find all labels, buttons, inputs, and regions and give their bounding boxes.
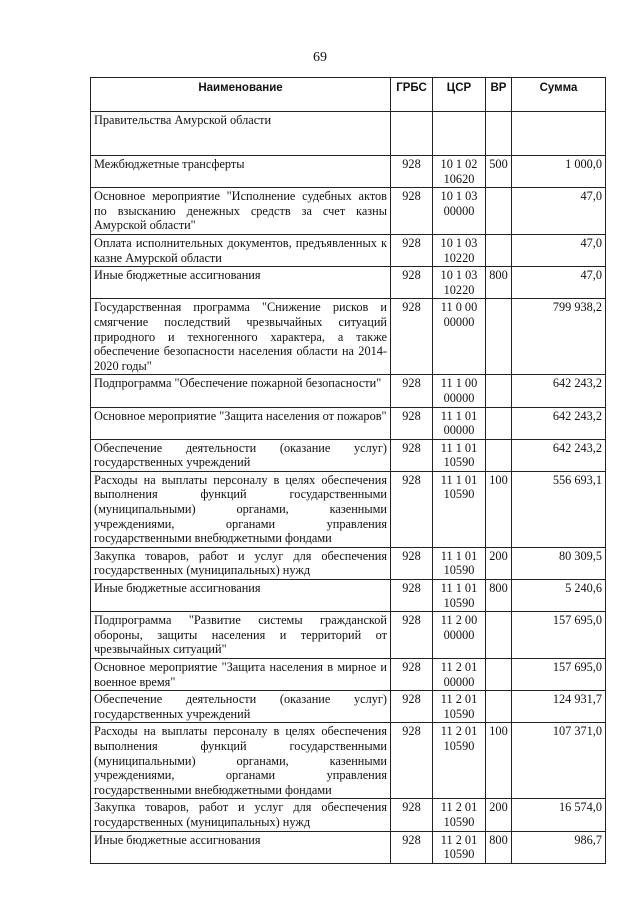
table-row bbox=[91, 471, 606, 547]
table-row bbox=[91, 439, 606, 471]
table-row bbox=[91, 659, 606, 691]
row-vr-cell bbox=[486, 375, 512, 407]
row-sum-cell: 642 243,2 bbox=[512, 375, 606, 407]
row-sum-cell: 799 938,2 bbox=[512, 299, 606, 375]
row-name-cell: Иные бюджетные ассигнования bbox=[91, 580, 391, 612]
row-csr-cell bbox=[433, 471, 486, 547]
row-csr-cell bbox=[433, 188, 486, 235]
csr-code-part2: 10590 bbox=[443, 738, 475, 753]
row-grbs-cell: 928 bbox=[391, 547, 433, 579]
table-row bbox=[91, 112, 606, 156]
row-name-cell: Оплата исполнительных документов, предъявленных к казне Амурской области bbox=[91, 234, 391, 266]
row-name-cell: Обеспечение деятельности (оказание услуг) государственных учреждений bbox=[91, 691, 391, 723]
row-name-cell: Правительства Амурской области bbox=[91, 112, 391, 156]
csr-code-part1: 11 2 01 bbox=[440, 724, 478, 739]
row-name-cell: Основное мероприятие "Защита населения от пожаров" bbox=[91, 407, 391, 439]
row-name-cell: Иные бюджетные ассигнования bbox=[91, 831, 391, 863]
row-name-cell: Закупка товаров, работ и услуг для обеспечения государственных (муниципальных) нужд bbox=[91, 547, 391, 579]
row-sum-cell: 986,7 bbox=[512, 831, 606, 863]
csr-code-part1: 10 1 03 bbox=[440, 189, 478, 204]
row-grbs-cell: 928 bbox=[391, 612, 433, 659]
row-csr-cell bbox=[433, 112, 486, 156]
row-sum-cell: 642 243,2 bbox=[512, 407, 606, 439]
row-grbs-cell: 928 bbox=[391, 407, 433, 439]
table-row bbox=[91, 799, 606, 831]
row-grbs-cell: 928 bbox=[391, 691, 433, 723]
row-vr-cell: 800 bbox=[486, 831, 512, 863]
csr-code-part2: 10590 bbox=[443, 847, 475, 862]
csr-code-part2: 10590 bbox=[443, 563, 475, 578]
table-header-row bbox=[91, 78, 606, 112]
table-row bbox=[91, 299, 606, 375]
row-grbs-cell bbox=[391, 112, 433, 156]
csr-code-part2: 00000 bbox=[443, 423, 475, 438]
row-vr-cell bbox=[486, 659, 512, 691]
csr-code-part1: 11 1 00 bbox=[440, 376, 478, 391]
row-vr-cell: 500 bbox=[486, 156, 512, 188]
table-row bbox=[91, 547, 606, 579]
csr-code-part1: 11 2 01 bbox=[440, 800, 478, 815]
row-vr-cell: 100 bbox=[486, 723, 512, 799]
row-grbs-cell: 928 bbox=[391, 439, 433, 471]
row-sum-cell: 1 000,0 bbox=[512, 156, 606, 188]
csr-code-part1: 11 2 01 bbox=[440, 660, 478, 674]
row-csr-cell bbox=[433, 612, 486, 659]
table-row bbox=[91, 831, 606, 863]
csr-code-part2: 10590 bbox=[443, 487, 475, 502]
row-vr-cell bbox=[486, 234, 512, 266]
row-csr-cell bbox=[433, 299, 486, 375]
row-name-cell: Подпрограмма "Обеспечение пожарной безопасности" bbox=[91, 375, 391, 407]
table-row bbox=[91, 375, 606, 407]
table-row bbox=[91, 188, 606, 235]
csr-code-part1: 10 1 03 bbox=[440, 268, 478, 283]
csr-code-part1: 11 2 01 bbox=[440, 832, 478, 847]
row-name-cell: Основное мероприятие "Исполнение судебных актов по взысканию денежных средств за счет казны Амурской области" bbox=[91, 188, 391, 235]
csr-code-part1: 11 1 01 bbox=[440, 548, 478, 563]
row-sum-cell: 47,0 bbox=[512, 267, 606, 299]
row-grbs-cell: 928 bbox=[391, 188, 433, 235]
table-row bbox=[91, 691, 606, 723]
row-sum-cell: 157 695,0 bbox=[512, 659, 606, 691]
row-sum-cell: 107 371,0 bbox=[512, 723, 606, 799]
csr-code-part2: 00000 bbox=[443, 627, 475, 642]
row-vr-cell: 800 bbox=[486, 267, 512, 299]
row-vr-cell: 200 bbox=[486, 547, 512, 579]
row-csr-cell bbox=[433, 799, 486, 831]
row-grbs-cell: 928 bbox=[391, 799, 433, 831]
row-csr-cell bbox=[433, 691, 486, 723]
table-row bbox=[91, 234, 606, 266]
row-name-cell: Обеспечение деятельности (оказание услуг) государственных учреждений bbox=[91, 439, 391, 471]
csr-code-part2: 10220 bbox=[443, 282, 475, 297]
csr-code-part2: 10590 bbox=[443, 706, 475, 721]
csr-code-part2: 10590 bbox=[443, 455, 475, 470]
csr-code-part2: 00000 bbox=[443, 674, 475, 689]
csr-code-part1: 11 0 00 bbox=[440, 300, 478, 315]
csr-code-part2: 00000 bbox=[443, 314, 475, 329]
row-sum-cell: 80 309,5 bbox=[512, 547, 606, 579]
row-csr-cell bbox=[433, 407, 486, 439]
csr-code-part1: 10 1 03 bbox=[440, 235, 478, 250]
row-sum-cell: 157 695,0 bbox=[512, 612, 606, 659]
row-vr-cell: 800 bbox=[486, 580, 512, 612]
table-row bbox=[91, 156, 606, 188]
row-name-cell: Основное мероприятие "Защита населения в мирное и военное время" bbox=[91, 659, 391, 691]
table-row bbox=[91, 267, 606, 299]
row-csr-cell bbox=[433, 267, 486, 299]
row-name-cell: Закупка товаров, работ и услуг для обеспечения государственных (муниципальных) нужд bbox=[91, 799, 391, 831]
row-csr-cell bbox=[433, 156, 486, 188]
row-sum-cell: 47,0 bbox=[512, 188, 606, 235]
row-name-cell: Государственная программа "Снижение рисков и смягчение последствий чрезвычайных ситуаций природного и техногенного характера, а также обеспечение безопасности населения области на 2014-2020 годы" bbox=[91, 299, 391, 375]
table-row bbox=[91, 580, 606, 612]
row-vr-cell bbox=[486, 188, 512, 235]
csr-code-part2: 10590 bbox=[443, 814, 475, 829]
row-sum-cell bbox=[512, 112, 606, 156]
csr-code-part1: 11 1 01 bbox=[440, 440, 478, 455]
csr-code-part1: 10 1 02 bbox=[440, 157, 478, 171]
row-grbs-cell: 928 bbox=[391, 471, 433, 547]
row-grbs-cell: 928 bbox=[391, 723, 433, 799]
csr-code-part1: 11 1 01 bbox=[440, 472, 478, 487]
row-vr-cell bbox=[486, 299, 512, 375]
column-header-name: Наименование bbox=[91, 78, 391, 112]
row-name-cell: Расходы на выплаты персоналу в целях обеспечения выполнения функций государственными (муниципальными) органами, казенными учреждениями, органами управления государственными внебюджетными фондами bbox=[91, 723, 391, 799]
row-vr-cell bbox=[486, 439, 512, 471]
row-vr-cell bbox=[486, 112, 512, 156]
row-name-cell: Иные бюджетные ассигнования bbox=[91, 267, 391, 299]
table-row bbox=[91, 612, 606, 659]
csr-code-part2: 10220 bbox=[443, 250, 475, 265]
csr-code-part1: 11 2 01 bbox=[440, 692, 478, 707]
row-grbs-cell: 928 bbox=[391, 267, 433, 299]
row-sum-cell: 16 574,0 bbox=[512, 799, 606, 831]
row-sum-cell: 5 240,6 bbox=[512, 580, 606, 612]
row-csr-cell bbox=[433, 723, 486, 799]
csr-code-part2: 10590 bbox=[443, 595, 475, 610]
row-vr-cell: 200 bbox=[486, 799, 512, 831]
row-name-cell: Межбюджетные трансферты bbox=[91, 156, 391, 188]
csr-code-part1: 11 1 01 bbox=[440, 408, 478, 423]
row-sum-cell: 642 243,2 bbox=[512, 439, 606, 471]
row-grbs-cell: 928 bbox=[391, 234, 433, 266]
row-name-cell: Подпрограмма "Развитие системы гражданской обороны, защиты населения и территорий от чрезвычайных ситуаций" bbox=[91, 612, 391, 659]
table-row bbox=[91, 407, 606, 439]
column-header-vr: ВР bbox=[486, 78, 512, 112]
row-name-cell: Расходы на выплаты персоналу в целях обеспечения выполнения функций государственными (муниципальными) органами, казенными учреждениями, органами управления государственными внебюджетными фондами bbox=[91, 471, 391, 547]
row-grbs-cell: 928 bbox=[391, 580, 433, 612]
row-grbs-cell: 928 bbox=[391, 156, 433, 188]
table-row bbox=[91, 723, 606, 799]
row-vr-cell: 100 bbox=[486, 471, 512, 547]
row-csr-cell bbox=[433, 659, 486, 691]
row-vr-cell bbox=[486, 407, 512, 439]
row-grbs-cell: 928 bbox=[391, 375, 433, 407]
csr-code-part2: 10620 bbox=[443, 171, 475, 186]
row-csr-cell bbox=[433, 234, 486, 266]
row-csr-cell bbox=[433, 580, 486, 612]
row-vr-cell bbox=[486, 612, 512, 659]
row-vr-cell bbox=[486, 691, 512, 723]
row-csr-cell bbox=[433, 375, 486, 407]
csr-code-part2: 00000 bbox=[443, 203, 475, 218]
page-number: 69 bbox=[313, 50, 327, 65]
csr-code-part2: 00000 bbox=[443, 390, 475, 405]
row-grbs-cell: 928 bbox=[391, 299, 433, 375]
column-header-csr: ЦСР bbox=[433, 78, 486, 112]
row-sum-cell: 556 693,1 bbox=[512, 471, 606, 547]
budget-table bbox=[90, 77, 606, 864]
row-csr-cell bbox=[433, 831, 486, 863]
row-grbs-cell: 928 bbox=[391, 831, 433, 863]
row-sum-cell: 124 931,7 bbox=[512, 691, 606, 723]
column-header-sum: Сумма bbox=[512, 78, 606, 112]
column-header-grbs: ГРБС bbox=[391, 78, 433, 112]
row-sum-cell: 47,0 bbox=[512, 234, 606, 266]
row-csr-cell bbox=[433, 547, 486, 579]
csr-code-part1: 11 1 01 bbox=[440, 581, 478, 596]
row-grbs-cell: 928 bbox=[391, 659, 433, 691]
csr-code-part1: 11 2 00 bbox=[440, 613, 478, 628]
row-csr-cell bbox=[433, 439, 486, 471]
